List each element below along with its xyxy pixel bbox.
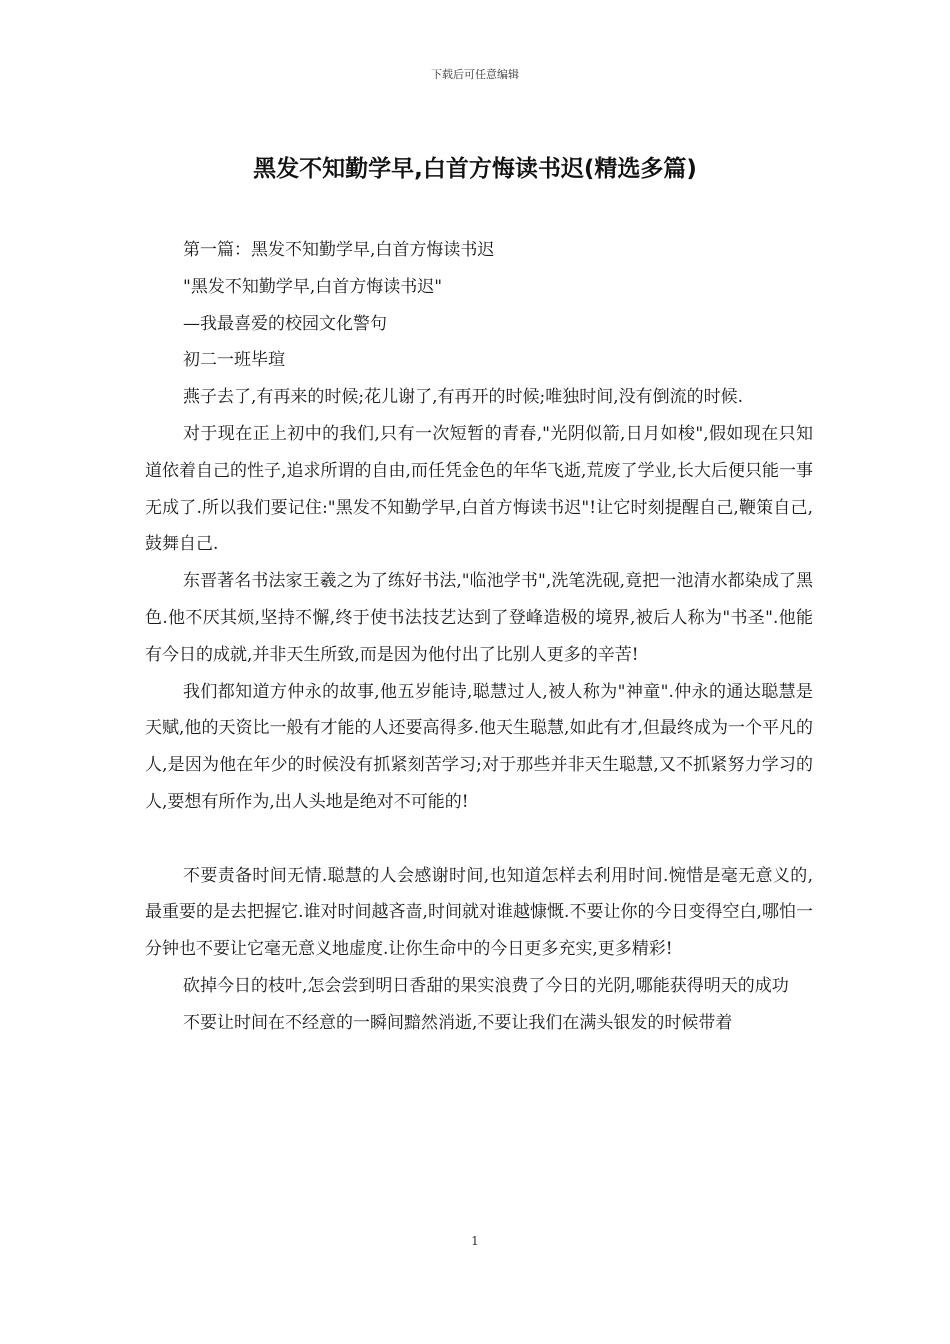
paragraph-author: 初二一班毕瑄 bbox=[183, 350, 285, 371]
paragraph-quote: "黑发不知勤学早,白首方悔读书迟" bbox=[183, 276, 443, 297]
paragraph-body: 不要让时间在不经意的一瞬间黯然消逝,不要让我们在满头银发的时候带着 bbox=[183, 1012, 733, 1033]
document-body bbox=[145, 232, 813, 1042]
paragraph-body: 不要责备时间无情.聪慧的人会感谢时间,也知道怎样去利用时间.惋惜是毫无意义的,最重要的是去把握它.谁对时间越吝啬,时间就对谁越慷慨.不要让你的今日变得空白,哪怕一分钟也不要让它毫无意义地虚度.让你生命中的今日更多充实,更多精彩! bbox=[145, 865, 813, 960]
page-number: 1 bbox=[471, 1234, 479, 1248]
header-note: 下载后可任意编辑 bbox=[431, 68, 519, 81]
paragraph-body: 燕子去了,有再来的时候;花儿谢了,有再开的时候;唯独时间,没有倒流的时候. bbox=[183, 387, 744, 408]
paragraph-body: 对于现在正上初中的我们,只有一次短暂的青春,"光阴似箭,日月如梭",假如现在只知道依着自己的性子,追求所谓的自由,而任凭金色的年华飞逝,荒废了学业,长大后便只能一事无成了.所以我们要记住:"黑发不知勤学早,白首方悔读书迟"!让它时刻提醒自己,鞭策自己,鼓舞自己. bbox=[145, 423, 813, 555]
paragraph-subtitle: —我最喜爱的校园文化警句 bbox=[183, 313, 387, 334]
paragraph-body: 东晋著名书法家王羲之为了练好书法,"临池学书",洗笔洗砚,竟把一池清水都染成了黑色.他不厌其烦,坚持不懈,终于使书法技艺达到了登峰造极的境界,被后人称为"书圣".他能有今日的成就,并非天生所致,而是因为他付出了比别人更多的辛苦! bbox=[145, 571, 813, 665]
paragraph-body: 我们都知道方仲永的故事,他五岁能诗,聪慧过人,被人称为"神童".仲永的通达聪慧是天赋,他的天资比一般有才能的人还要高得多.他天生聪慧,如此有才,但最终成为一个平凡的人,是因为他在年少的时候没有抓紧刻苦学习;对于那些并非天生聪慧,又不抓紧努力学习的人,要想有所作为,出人头地是绝对不可能的! bbox=[145, 681, 813, 812]
paragraph-body: 砍掉今日的枝叶,怎会尝到明日香甜的果实浪费了今日的光阴,哪能获得明天的成功 bbox=[183, 975, 789, 996]
document-title: 黑发不知勤学早,白首方悔读书迟(精选多篇) bbox=[253, 156, 697, 182]
paragraph-section-heading: 第一篇：黑发不知勤学早,白首方悔读书迟 bbox=[183, 240, 495, 260]
